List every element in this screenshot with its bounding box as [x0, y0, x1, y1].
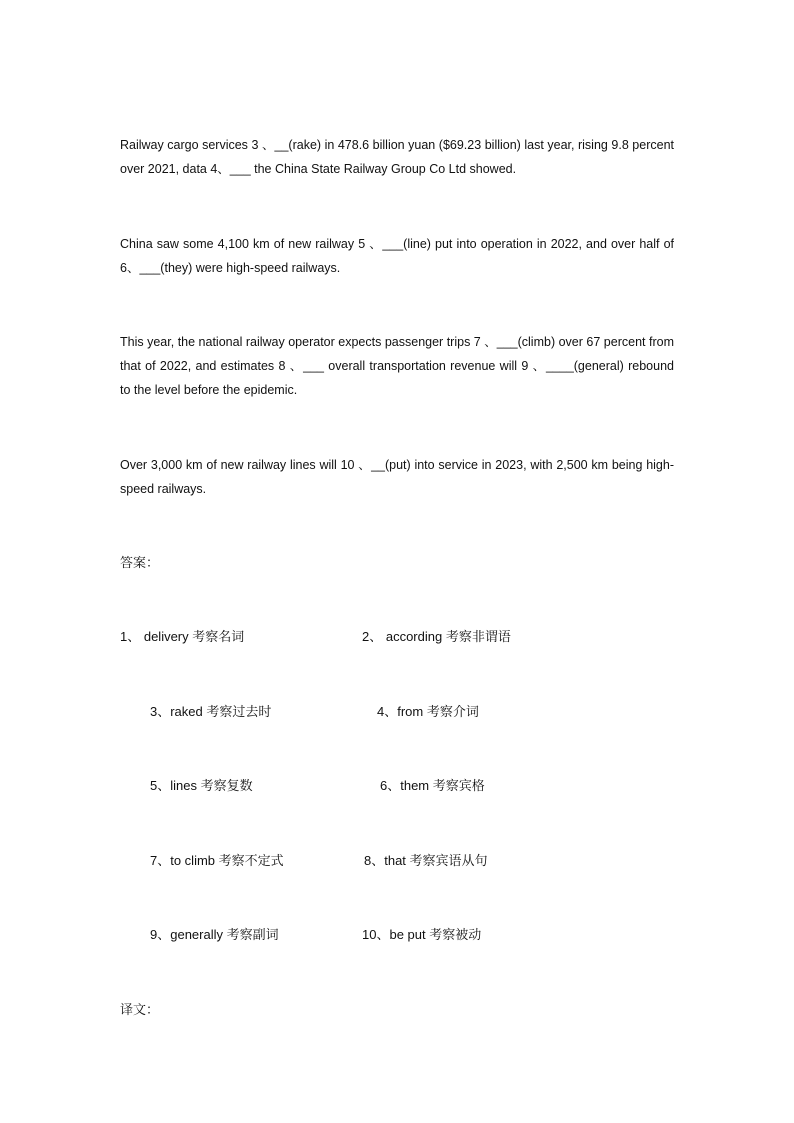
answer-item-6: 6、them 考察宾格 [380, 778, 485, 793]
passage-paragraph-4: Over 3,000 km of new railway lines will 10 、__(put) into service in 2023, with 2,500 km being high-speed railways. [120, 458, 674, 496]
answer-item-4: 4、from 考察介词 [377, 704, 479, 719]
answer-item-2: 2、 according 考察非谓语 [362, 629, 511, 644]
passage-paragraph-1: Railway cargo services 3 、__(rake) in 478.6 billion yuan ($69.23 billion) last year, rising 9.8 percent over 2021, data 4、___ the China State Railway Group Co Ltd showed. [120, 138, 674, 176]
translation-heading: 译文： [120, 1002, 160, 1017]
answer-item-10: 10、be put 考察被动 [362, 927, 482, 942]
answer-item-5: 5、lines 考察复数 [150, 778, 253, 793]
passage-paragraph-2: China saw some 4,100 km of new railway 5 、___(line) put into operation in 2022, and over half of 6、___(they) were high-speed railways. [120, 237, 674, 275]
answer-item-9: 9、generally 考察副词 [150, 927, 279, 942]
answer-item-1: 1、 delivery 考察名词 [120, 629, 245, 644]
answer-item-8: 8、that 考察宾语从句 [364, 853, 488, 868]
passage-paragraph-3: This year, the national railway operator expects passenger trips 7 、___(climb) over 67 percent from that of 2022, and estimates 8 、___ overall transportation revenue will 9 、____(general) rebound to the level before the epidemic. [120, 335, 674, 397]
answers-heading: 答案： [120, 555, 160, 570]
answer-item-7: 7、to climb 考察不定式 [150, 853, 284, 868]
answer-item-3: 3、raked 考察过去时 [150, 704, 272, 719]
